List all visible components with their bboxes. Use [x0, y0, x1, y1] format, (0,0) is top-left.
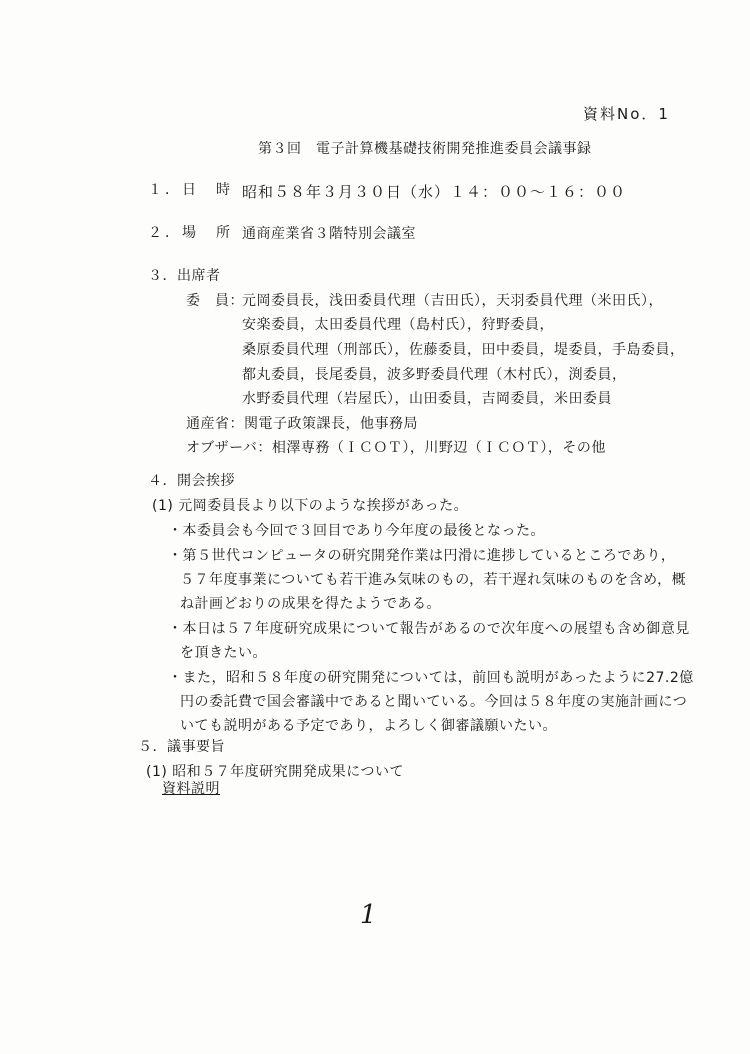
opening-bullet-line: いても説明がある予定であり，よろしく御審議願いたい。 [180, 718, 557, 734]
opening-bullet-line: を頂きたい。 [180, 645, 267, 661]
opening-bullet-line: 円の委託費で国会審議中であると聞いている。今回は５８年度の実施計画につ [180, 694, 688, 710]
members-line: 都丸委員，長尾委員，波多野委員代理（木村氏），渕委員， [242, 367, 627, 383]
members-line: 安楽委員，太田委員代理（島村氏），狩野委員， [242, 317, 554, 333]
section-opening-label: ４．開会挨拶 [148, 473, 235, 489]
opening-bullet-line: ね計画どおりの成果を得たようである。 [180, 596, 441, 612]
ministry-line: 通産省：関電子政策課長，他事務局 [186, 416, 418, 432]
opening-bullet-line: ・また，昭和５８年度の研究開発については，前回も説明があったように27.2億 [168, 670, 694, 686]
section-attendees-label: ３．出席者 [148, 268, 221, 284]
summary-sub: (1) 昭和５７年度研究開発成果について [146, 764, 405, 780]
page-number: 1 [360, 900, 378, 930]
section-datetime-label: １．日 時 [148, 182, 233, 198]
opening-bullet-line: ・本日は５７年度研究成果について報告があるので次年度への展望も含め御意見 [168, 621, 690, 637]
opening-sub: (1) 元岡委員長より以下のような挨拶があった。 [152, 498, 469, 514]
members-line: 水野委員代理（岩屋氏），山田委員，吉岡委員，米田委員 [242, 391, 612, 407]
members-label: 委 員： [186, 293, 244, 309]
document-title: 第３回 電子計算機基礎技術開発推進委員会議事録 [258, 141, 592, 157]
summary-heading: 資料説明 [162, 781, 220, 797]
section-place-value: 通商産業省３階特別会議室 [242, 226, 416, 242]
section-summary-label: ５．議事要旨 [138, 739, 225, 755]
members-line: 桑原委員代理（刑部氏），佐藤委員，田中委員，堤委員，手島委員， [242, 342, 685, 358]
members-line: 元岡委員長，浅田委員代理（吉田氏），天羽委員代理（米田氏）， [242, 293, 663, 309]
opening-bullet-line: ５７年度事業についても若干進み気味のもの，若干遅れ気味のものを含め，概 [180, 572, 687, 588]
section-datetime-value: 昭和５８年３月３０日（水）１４：００～１６：００ [242, 183, 627, 201]
opening-bullet-line: ・本委員会も今回で３回目であり今年度の最後となった。 [168, 523, 545, 539]
document-reference: 資料No．1 [583, 105, 670, 123]
section-place-label: ２．場 所 [148, 225, 233, 241]
observer-line: オブザーバ：相澤専務（ＩＣＯＴ），川野辺（ＩＣＯＴ），その他 [186, 440, 606, 456]
opening-bullet-line: ・第５世代コンピュータの研究開発作業は円滑に進捗しているところであり， [168, 548, 676, 564]
